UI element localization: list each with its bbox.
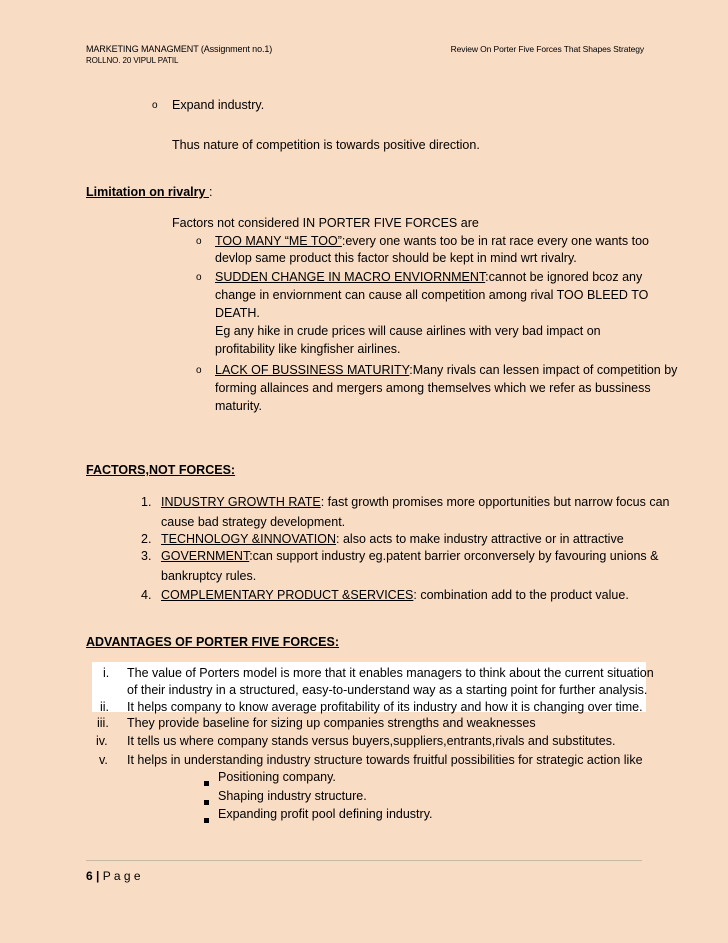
- top-item: Expand industry.: [172, 98, 265, 112]
- factor-item-1: [161, 494, 670, 510]
- factor-item-3: [161, 548, 658, 564]
- limitation-item-3-line: forming allainces and mergers among themselves which we refer as bussiness: [215, 381, 651, 395]
- limitation-item-2-line: Eg any hike in crude prices will cause airlines with very bad impact on: [215, 324, 601, 338]
- header-right: Review On Porter Five Forces That Shapes Strategy: [450, 44, 644, 54]
- limitation-item-2: [215, 269, 642, 285]
- factor-item-2-title: TECHNOLOGY &INNOVATION: [161, 532, 337, 546]
- header-left-line1: MARKETING MANAGMENT (Assignment no.1): [86, 44, 273, 54]
- limitation-item-2-title: SUDDEN CHANGE IN MACRO ENVIORNMENT: [215, 270, 486, 284]
- limitation-bullet-3: o: [196, 365, 202, 376]
- limitation-item-1-line: devlop same product this factor should be kept in mind wrt rivalry.: [215, 251, 577, 265]
- limitation-item-1: [215, 233, 649, 249]
- adv-item-3: They provide baseline for sizing up companies strengths and weaknesses: [127, 716, 536, 730]
- square-bullet-icon: [204, 773, 209, 791]
- adv-subitem-2: Shaping industry structure.: [218, 789, 367, 803]
- limitation-item-1-title: TOO MANY “ME TOO”: [215, 234, 342, 248]
- factor-item-3-cont: bankruptcy rules.: [161, 569, 257, 583]
- adv-num: i.: [103, 666, 110, 680]
- factor-num: 1.: [141, 495, 152, 509]
- factor-item-3-title: GOVERNMENT: [161, 549, 250, 563]
- adv-num: ii.: [100, 700, 110, 714]
- adv-item-5: It helps in understanding industry structure towards fruitful possibilities for strategic action like: [127, 753, 643, 767]
- limitation-item-3-text: :Many rivals can lessen impact of competition by: [409, 363, 678, 377]
- adv-num: iii.: [97, 716, 109, 730]
- footer-page-word: P a g e: [102, 869, 141, 883]
- factor-item-2-text: : also acts to make industry attractive or in attractive: [336, 532, 624, 546]
- square-bullet-icon: [204, 810, 209, 828]
- adv-item-1: The value of Porters model is more that it enables managers to think about the current situation: [127, 666, 654, 680]
- limitation-item-2-line: change in enviornment can cause all competition among rival TOO BLEED TO: [215, 288, 649, 302]
- factor-num: 3.: [141, 549, 152, 563]
- header-left-line2: ROLLNO. 20 VIPUL PATIL: [86, 56, 179, 65]
- limitation-item-1-text: :every one wants too be in rat race every one wants too: [341, 234, 649, 248]
- limitation-colon: :: [208, 185, 213, 199]
- adv-item-1-cont: of their industry in a structured, easy-to-understand way as a starting point for further analysis.: [127, 683, 648, 697]
- factor-item-1-cont: cause bad strategy development.: [161, 515, 346, 529]
- adv-subitem-1: Positioning company.: [218, 770, 336, 784]
- factor-item-4: [161, 587, 629, 603]
- adv-num: v.: [99, 753, 108, 767]
- square-bullet-icon: [204, 792, 209, 810]
- limitation-item-2-line: profitability like kingfisher airlines.: [215, 342, 401, 356]
- factor-num: 2.: [141, 532, 152, 546]
- limitation-item-3-title: LACK OF BUSSINESS MATURITY: [215, 363, 410, 377]
- footer-page-num: 6: [86, 869, 93, 883]
- adv-item-2: It helps company to know average profitability of its industry and how it is changing over time.: [127, 700, 643, 714]
- adv-item-4: It tells us where company stands versus buyers,suppliers,entrants,rivals and substitutes.: [127, 734, 616, 748]
- footer-sep: |: [96, 869, 100, 883]
- limitation-item-2-line: DEATH.: [215, 306, 260, 320]
- limitation-heading: [86, 184, 212, 200]
- factors-heading: FACTORS,NOT FORCES:: [86, 463, 236, 477]
- factor-item-1-text: : fast growth promises more opportunities but narrow focus can: [320, 495, 670, 509]
- factor-item-4-text: : combination add to the product value.: [413, 588, 629, 602]
- footer-divider: [86, 860, 642, 861]
- factor-item-1-title: INDUSTRY GROWTH RATE: [161, 495, 321, 509]
- adv-num: iv.: [96, 734, 108, 748]
- limitation-item-2-text: :cannot be ignored bcoz any: [485, 270, 643, 284]
- factor-item-2: [161, 531, 624, 547]
- limitation-heading-text: Limitation on rivalry: [86, 185, 209, 199]
- limitation-intro: Factors not considered IN PORTER FIVE FORCES are: [172, 216, 479, 230]
- top-conclusion: Thus nature of competition is towards positive direction.: [172, 138, 480, 152]
- advantages-heading: ADVANTAGES OF PORTER FIVE FORCES:: [86, 635, 340, 649]
- factor-item-3-text: :can support industry eg.patent barrier orconversely by favouring unions &: [249, 549, 659, 563]
- adv-subitem-3: Expanding profit pool defining industry.: [218, 807, 433, 821]
- factor-num: 4.: [141, 588, 152, 602]
- limitation-bullet-2: o: [196, 272, 202, 283]
- limitation-item-3: [215, 362, 677, 378]
- limitation-item-3-line: maturity.: [215, 399, 262, 413]
- limitation-bullet-1: o: [196, 236, 202, 247]
- factor-item-4-title: COMPLEMENTARY PRODUCT &SERVICES: [161, 588, 414, 602]
- footer-page: [86, 868, 141, 884]
- bullet-o: o: [152, 100, 158, 111]
